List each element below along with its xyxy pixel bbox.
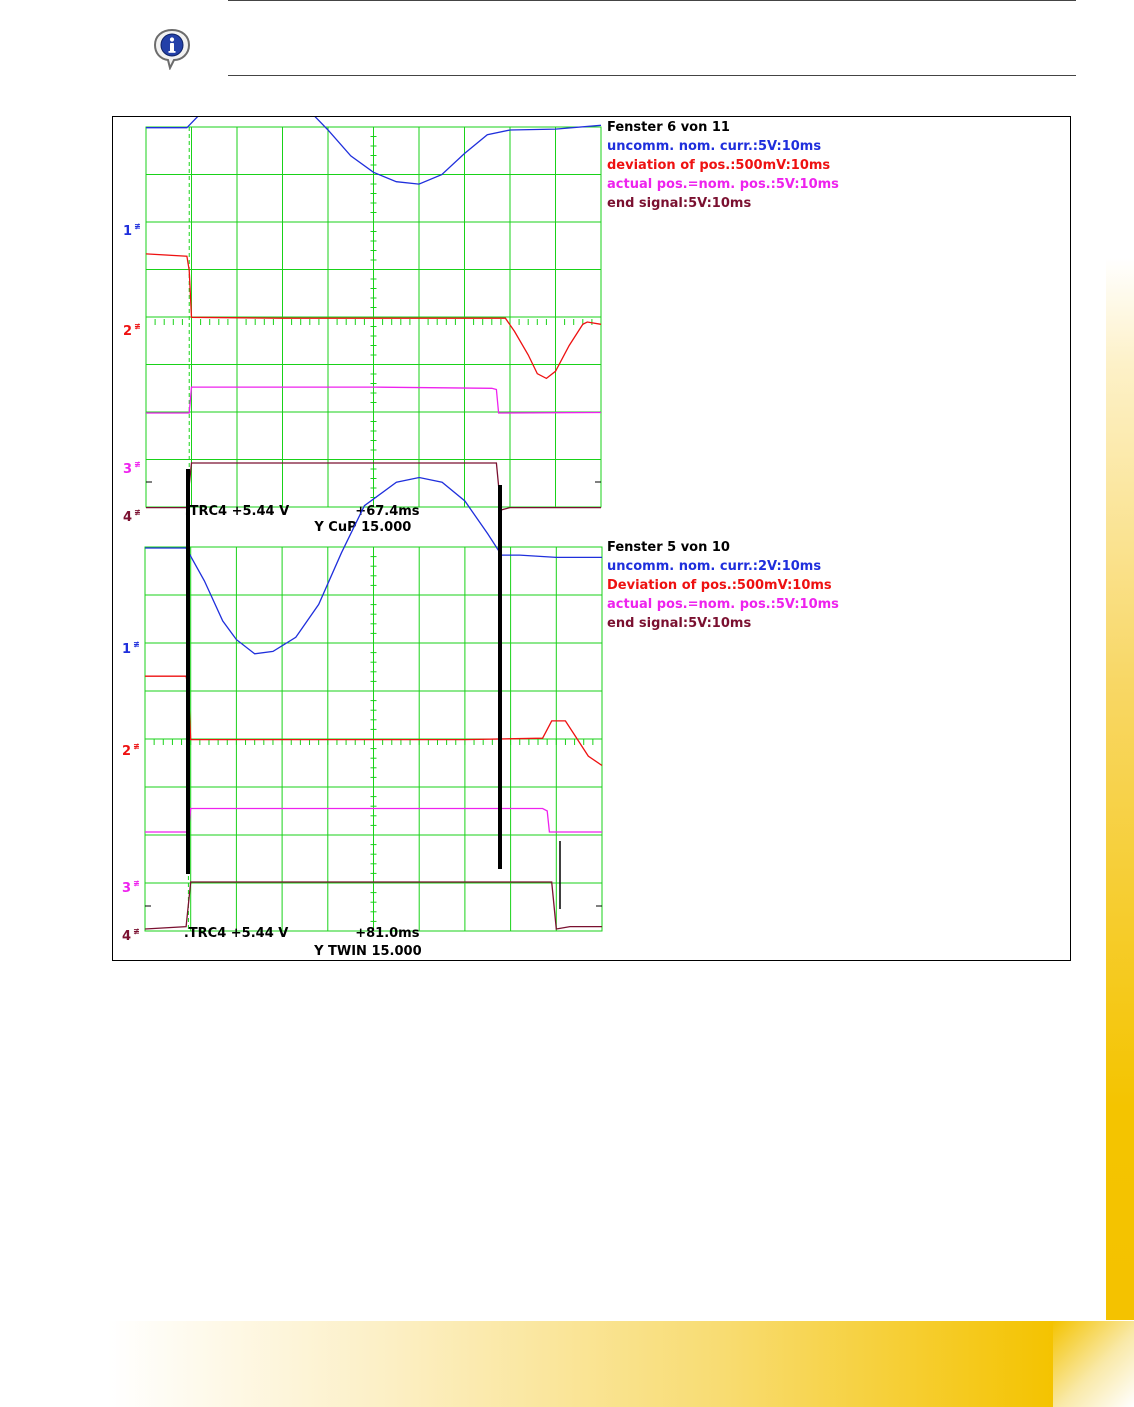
channel-label-1: 1 bbox=[122, 642, 132, 657]
legend-entry: uncomm. nom. curr.:2V:10ms bbox=[607, 559, 822, 574]
time-readout: +81.0ms bbox=[355, 926, 420, 941]
channel-label-2: 2 bbox=[123, 324, 133, 339]
window-title: Fenster 5 von 10 bbox=[607, 540, 730, 555]
time-readout: +67.4ms bbox=[355, 504, 420, 519]
trigger-readout: .TRC4 +5.44 V bbox=[184, 504, 290, 519]
footer-corner-block bbox=[1053, 1321, 1134, 1407]
oscilloscope-plots bbox=[113, 117, 1070, 960]
footer-accent-bar bbox=[108, 1321, 1053, 1407]
channel-ground-icon: ≢ bbox=[134, 322, 141, 331]
legend-entry: end signal:5V:10ms bbox=[607, 616, 752, 631]
channel-label-2: 2 bbox=[122, 744, 132, 759]
channel-label-1: 1 bbox=[123, 224, 133, 239]
channel-label-3: 3 bbox=[122, 881, 132, 896]
channel-ground-icon: ≢ bbox=[133, 742, 140, 751]
channel-ground-icon: ≢ bbox=[134, 222, 141, 231]
bottom-rule bbox=[228, 75, 1076, 76]
plot-caption: Y TWIN 15.000 bbox=[314, 944, 422, 959]
legend-entry: Deviation of pos.:500mV:10ms bbox=[607, 578, 832, 593]
channel-ground-icon: ≢ bbox=[133, 640, 140, 649]
channel-ground-icon: ≢ bbox=[134, 460, 141, 469]
channel-label-4: 4 bbox=[122, 929, 132, 944]
channel-label-4: 4 bbox=[123, 510, 133, 525]
channel-ground-icon: ≢ bbox=[134, 508, 141, 517]
legend-entry: actual pos.=nom. pos.:5V:10ms bbox=[607, 177, 839, 192]
plot-caption: Y CuP 15.000 bbox=[314, 520, 412, 535]
top-rule bbox=[228, 0, 1076, 1]
legend-entry: uncomm. nom. curr.:5V:10ms bbox=[607, 139, 822, 154]
legend-entry: deviation of pos.:500mV:10ms bbox=[607, 158, 831, 173]
legend-entry: actual pos.=nom. pos.:5V:10ms bbox=[607, 597, 839, 612]
oscilloscope-screenshot bbox=[112, 116, 1071, 961]
channel-ground-icon: ≢ bbox=[133, 879, 140, 888]
side-accent-bar bbox=[1106, 258, 1134, 1320]
channel-label-3: 3 bbox=[123, 462, 133, 477]
info-icon bbox=[150, 26, 194, 70]
channel-ground-icon: ≢ bbox=[133, 927, 140, 936]
trigger-readout: .TRC4 +5.44 V bbox=[183, 926, 289, 941]
legend-entry: end signal:5V:10ms bbox=[607, 196, 752, 211]
window-title: Fenster 6 von 11 bbox=[607, 120, 730, 135]
